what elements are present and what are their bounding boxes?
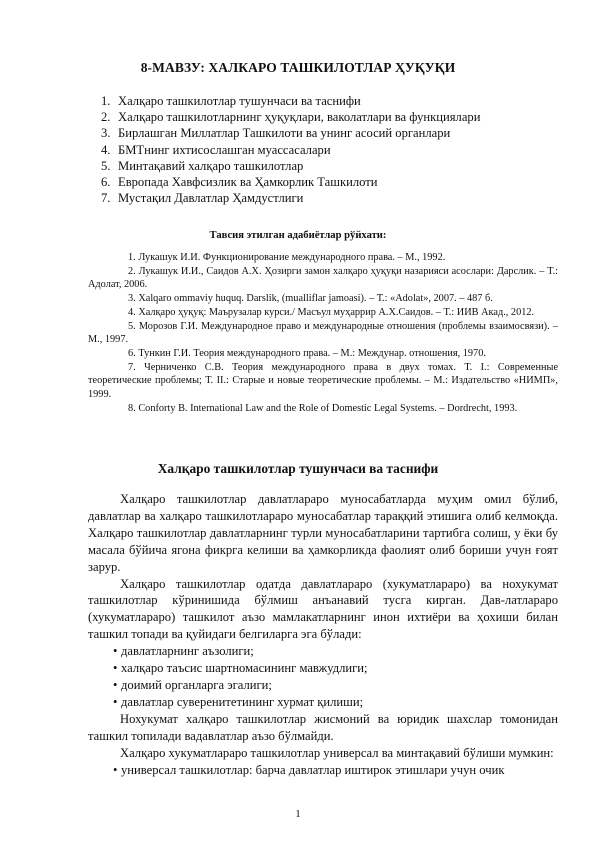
bullet-icon: • — [113, 644, 118, 659]
topic-item: 1. Халқаро ташкилотлар тушунчаси ва таснифи — [101, 94, 361, 108]
topic-item: 5. Минтақавий халқаро ташкилотлар — [101, 158, 304, 173]
reference-item: 5. Морозов Г.И. Международное право и международные отношения (проблемы взаимосвязи). – М., 1997. — [88, 320, 558, 346]
bullet-item: • доимий органларга эгалиги; — [113, 677, 272, 692]
bullet-item: • универсал ташкилотлар: барча давлатлар иштирок этишлари учун очик — [113, 762, 505, 777]
reference-list — [88, 251, 558, 415]
topic-list — [101, 93, 571, 206]
bullet-item: • давлатларнинг аъзолиги; — [113, 644, 254, 659]
reference-item: 6. Тункин Г.И. Теория международного права. – М.: Междунар. отношения, 1970. — [128, 347, 486, 359]
topic-item: 2. Халқаро ташкилотларнинг ҳуқуқлари, ваколатлари ва функциялари — [101, 110, 481, 125]
reference-item: 8. Conforty B. International Law and the Role of Domestic Legal Systems. – Dordrecht, 1993. — [128, 402, 518, 414]
paragraph: Халқаро хукуматлараро ташкилотлар универсал ва минтақавий бўлиши мумкин: — [120, 745, 554, 760]
reference-item: 4. Халқаро ҳуқуқ: Маърузалар курси./ Масъул муҳаррир А.Х.Саидов. – Т.: ИИВ Акад., 2012. — [128, 306, 535, 318]
topic-item: 7. Мустақил Давлатлар Ҳамдустлиги — [101, 191, 304, 206]
reference-item: 2. Лукашук И.И., Саидов А.Х. Ҳозирги замон халқаро ҳуқуқи назарияси асослари: Дарслик. – Т.: Адолат, 2006. — [88, 265, 559, 291]
reference-item: 1. Лукашук И.И. Функционирование международного права. – М., 1992. — [128, 252, 446, 263]
literature-heading: Тавсия этилган адабиётлар рўйхати: — [209, 230, 387, 241]
body-text — [88, 491, 558, 778]
topic-item: 3. Бирлашган Миллатлар Ташкилоти ва унинг асосий органлари — [101, 126, 451, 141]
paragraph: Нохукумат халқаро ташкилотлар жисмоний ва юридик шахслар томонидан ташкил топилади вадавлатлар аъзо бўлмайди. — [88, 711, 558, 743]
bullet-icon: • — [113, 677, 118, 692]
bullet-item: • халқаро таъсис шартномасининг мавжудлиги; — [113, 661, 368, 676]
page-number: 1 — [295, 808, 301, 820]
bullet-icon: • — [113, 661, 118, 676]
reference-item: 3. Xalqaro ommaviy huquq. Darslik, (mualliflar jamoasi). – Т.: «Adolat», 2007. – 487 б. — [128, 293, 493, 305]
bullet-icon: • — [113, 762, 118, 777]
paragraph: Халқаро ташкилотлар давлатлараро муносабатларда муҳим омил бўлиб, давлатлар ва халқаро ташкилотлараро муносабатлар тараққий этишига олиб келмоқда. Халқаро ташкилотлар давлатларнинг турли муносабатларини тартибга солиш, у ёки бу масала бўйича ягона фикрга келиши ва ҳамкорликда фаолият олиб бориши учун ғоят зарур. — [88, 492, 558, 574]
bullet-icon: • — [113, 694, 118, 709]
paragraph: Халқаро ташкилотлар одатда давлатлараро (хукуматлараро) ва нохукумат ташкилотлар кўринишида бўлмиш анъанавий тусга кирган. Дав-латлараро (хукуматлараро) ташкилот аъзо мамлакатларнинг инон ихтиёри ва ҳохиши билан ташкил топади ва қуйидаги белгиларга эга бўлади: — [88, 576, 558, 642]
reference-item: 7. Черниченко С.В. Теория международного права в двух томах. Т. I.: Современные теоретические проблемы; Т. II.: Старые и новые теоретические проблемы. – М.: Издательство «НИМП», 1999. — [88, 361, 559, 401]
topic-item: 6. Европада Хавфсизлик ва Ҳамкорлик Ташкилоти — [101, 175, 378, 190]
topic-item: 4. БМТнинг ихтисослашган муассасалари — [101, 142, 331, 157]
bullet-item: • давлатлар суверенитетининг хурмат қилиши; — [113, 694, 364, 709]
page-title: 8-МАВЗУ: ХАЛКАРО ТАШКИЛОТЛАР ҲУҚУҚИ — [140, 60, 456, 75]
section-heading: Халқаро ташкилотлар тушунчаси ва таснифи — [157, 461, 439, 476]
